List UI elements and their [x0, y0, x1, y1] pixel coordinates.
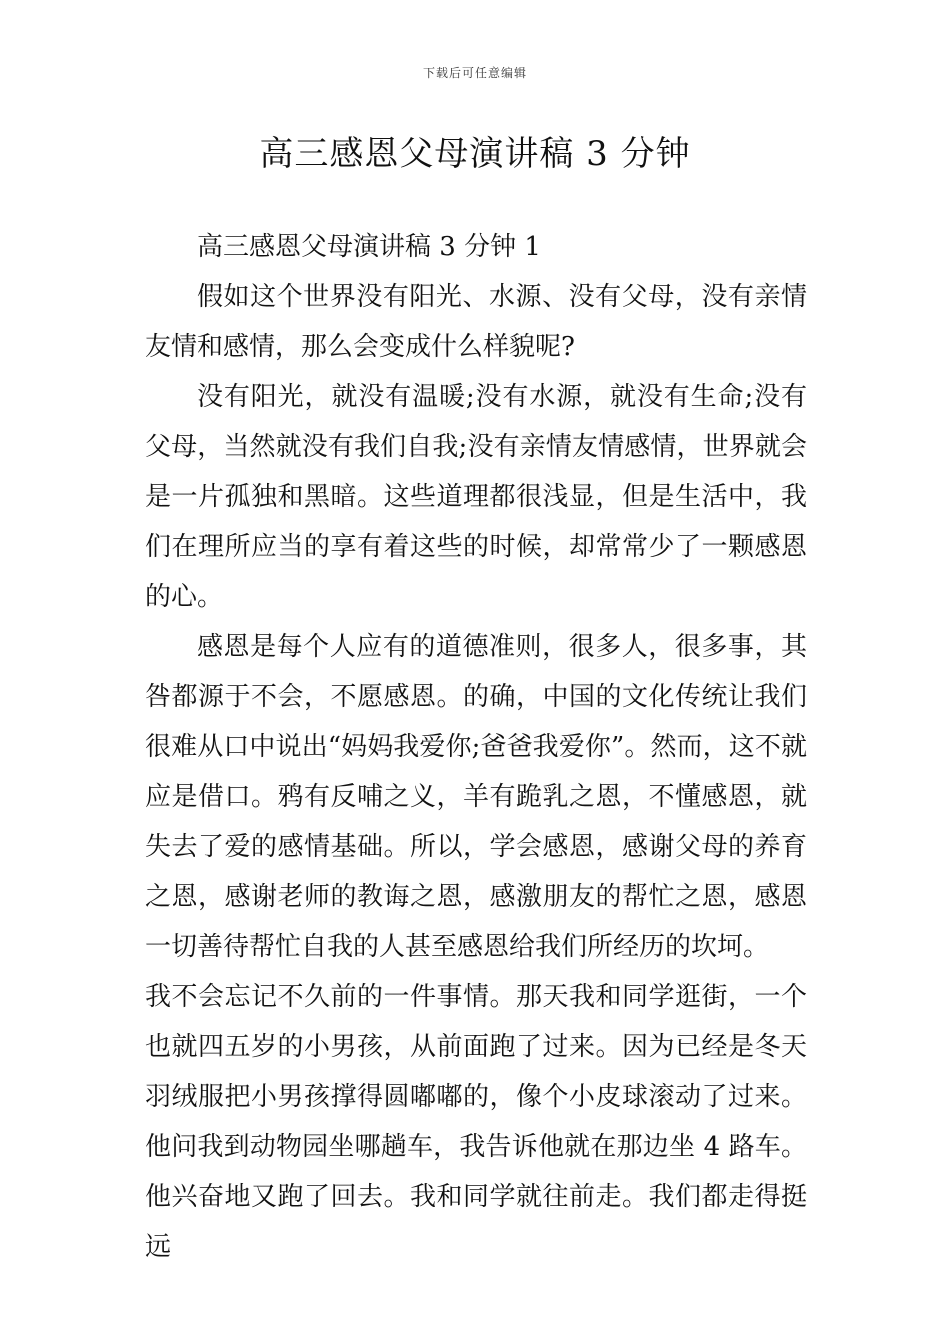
paragraph: 没有阳光，就没有温暖;没有水源，就没有生命;没有父母，当然就没有我们自我;没有亲情友情感情，世界就会是一片孤独和黑暗。这些道理都很浅显，但是生活中，我们在理所应当的享有着这些的时候，却常常少了一颗感恩的心。: [145, 382, 807, 612]
paragraph: 我不会忘记不久前的一件事情。那天我和同学逛街，一个也就四五岁的小男孩，从前面跑了过来。因为已经是冬天羽绒服把小男孩撑得圆嘟嘟的，像个小皮球滚动了过来。他问我到动物园坐哪趟车，我告诉他就在那边坐 4 路车。他兴奋地又跑了回去。我和同学就往前走。我们都走得挺远: [145, 982, 807, 1262]
paragraph: 感恩是每个人应有的道德准则，很多人，很多事，其咎都源于不会，不愿感恩。的确，中国的文化传统让我们很难从口中说出“妈妈我爱你;爸爸我爱你”。然而，这不就应是借口。鸦有反哺之义，羊有跪乳之恩，不懂感恩，就失去了爱的感情基础。所以，学会感恩，感谢父母的养育之恩，感谢老师的教诲之恩，感激朋友的帮忙之恩，感恩一切善待帮忙自我的人甚至感恩给我们所经历的坎坷。: [145, 632, 807, 962]
header-note: 下载后可任意编辑: [422, 66, 527, 80]
paragraph-subtitle: 高三感恩父母演讲稿 3 分钟 1: [197, 232, 541, 262]
document-title: 高三感恩父母演讲稿 3 分钟: [259, 134, 691, 174]
paragraph: 假如这个世界没有阳光、水源、没有父母，没有亲情友情和感情，那么会变成什么样貌呢?: [145, 282, 807, 362]
document-body: [145, 222, 807, 1272]
